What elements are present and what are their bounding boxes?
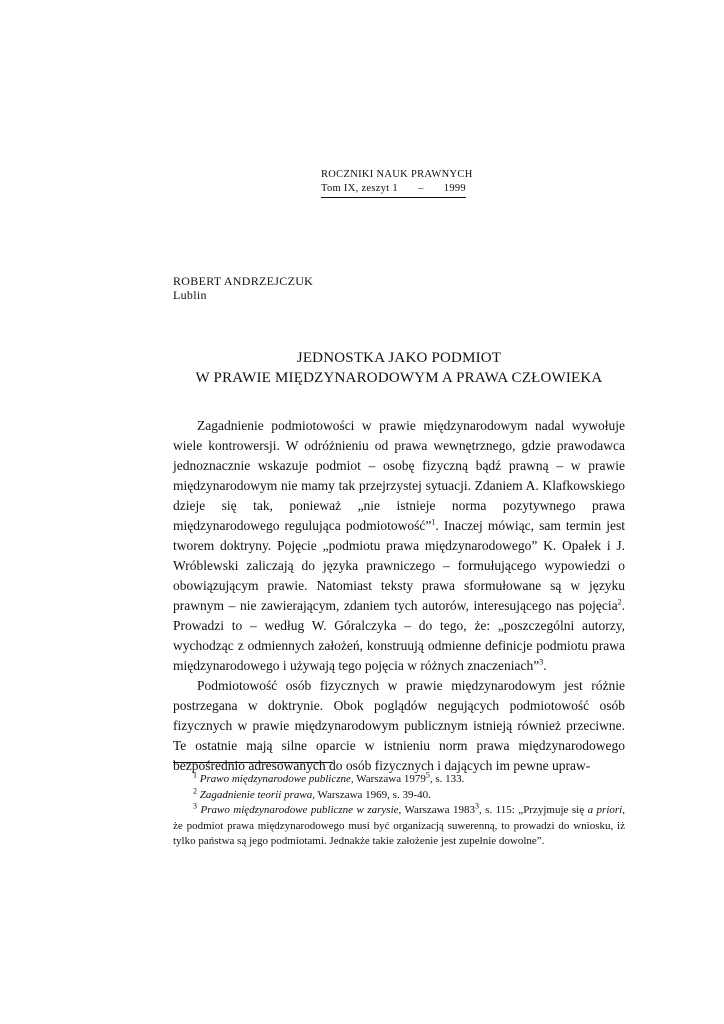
paragraph-1-part-d: .: [543, 658, 547, 673]
footnote-3-text-c: , że podmiot prawa międzynarodowego musi być organizacją suwerenną, to prowadzi do wniosku, iż tylko państwa są jego podmiotami. Jednakże takie założenie jest zupełnie dowolne”.: [173, 804, 625, 847]
journal-year: 1999: [443, 183, 466, 194]
footnote-1-text-b: , s. 133.: [429, 773, 465, 785]
footnote-1: [173, 772, 625, 788]
paragraph-1-part-b: . Inaczej mówiąc, sam termin jest tworem doktryny. Pojęcie „podmiotu prawa międzynarodowego” K. Opałek i J. Wróblewski zaliczają do języka prawniczego – formułującego wypowiedzi o obowiązującym prawie. Natomiast teksty prawa sformułowane są w języku prawnym – nie zawierającym, zdaniem tych autorów, interesującego nas pojęcia: [173, 518, 625, 613]
footnote-1-title: Prawo międzynarodowe publiczne: [199, 773, 351, 785]
footnotes: [173, 772, 625, 850]
footnote-separator: [173, 762, 333, 763]
paragraph-1-part-c: . Prowadzi to – według W. Góralczyka – do tego, że: „poszczególni autorzy, wychodząc z odmiennych założeń, konstruują odmienne definicje podmiotu prawa międzynarodowego i używają tego pojęcia w różnych znaczeniach”: [173, 598, 625, 673]
footnote-3-text-a: , Warszawa 1983: [398, 804, 475, 816]
footnote-3-title: Prawo międzynarodowe publiczne w zarysie: [200, 804, 399, 816]
journal-header: [321, 168, 473, 198]
footnote-3-text-b: , s. 115: „Przyjmuje się: [478, 804, 588, 816]
footnote-3-italic: a priori: [587, 804, 623, 816]
footnote-3-edition: 3: [474, 801, 479, 811]
footnote-3: [173, 803, 625, 850]
author-name: ROBERT ANDRZEJCZUK: [173, 274, 314, 288]
article-title: [173, 348, 625, 388]
footnote-1-text-a: , Warszawa 1979: [350, 773, 426, 785]
footnote-2: [173, 785, 625, 804]
author-block: [173, 274, 313, 302]
footnote-2-title: Zagadnienie teorii prawa: [199, 788, 313, 801]
author-city: Lublin: [173, 288, 207, 302]
title-line-2: W PRAWIE MIĘDZYNARODOWYM A PRAWA CZŁOWIEKA: [195, 370, 603, 386]
footnote-2-mark: 2: [193, 785, 197, 795]
footnote-3-mark: 3: [193, 801, 197, 811]
paragraph-2: Podmiotowość osób fizycznych w prawie międzynarodowym jest różnie postrzegana w doktrynie. Obok poglądów negujących podmiotowość osób fizycznych w prawie międzynarodowym publicznym istnieją również przeciwne. Te ostatnie mają silne oparcie w istnieniu norm prawa międzynarodowego bezpośrednio adresowanych do osób fizycznych i dających im pewne upraw-: [173, 678, 625, 773]
article-body: [173, 416, 625, 776]
footnote-2-text: , Warszawa 1969, s. 39-40.: [312, 788, 431, 801]
title-line-1: JEDNOSTKA JAKO PODMIOT: [296, 350, 502, 366]
footnote-ref-2[interactable]: 2: [617, 597, 622, 607]
paragraph-1: [173, 416, 625, 676]
journal-dash: –: [418, 183, 424, 194]
footnote-1-mark: 1: [193, 770, 197, 780]
journal-volume-line: [321, 182, 466, 198]
paragraph-1-part-a: Zagadnienie podmiotowości w prawie międzynarodowym nadal wywołuje wiele kontrowersji. W odróżnieniu od prawa wewnętrznego, gdzie prawodawca jednoznacznie wskazuje podmiot – osobę fizyczną bądź prawną – w prawie międzynarodowym nie mamy tak przejrzystej sytuacji. Zdaniem A. Klafkowskiego dzieje się tak, ponieważ „nie istnieje norma pozytywnego prawa międzynarodowego regulująca podmiotowość”: [173, 418, 625, 533]
footnote-ref-1[interactable]: 1: [431, 517, 436, 527]
footnote-ref-3[interactable]: 3: [539, 657, 544, 667]
journal-volume: Tom IX, zeszyt 1: [321, 183, 398, 194]
journal-name: ROCZNIKI NAUK PRAWNYCH: [321, 169, 473, 180]
footnote-1-edition: 5: [425, 770, 430, 780]
